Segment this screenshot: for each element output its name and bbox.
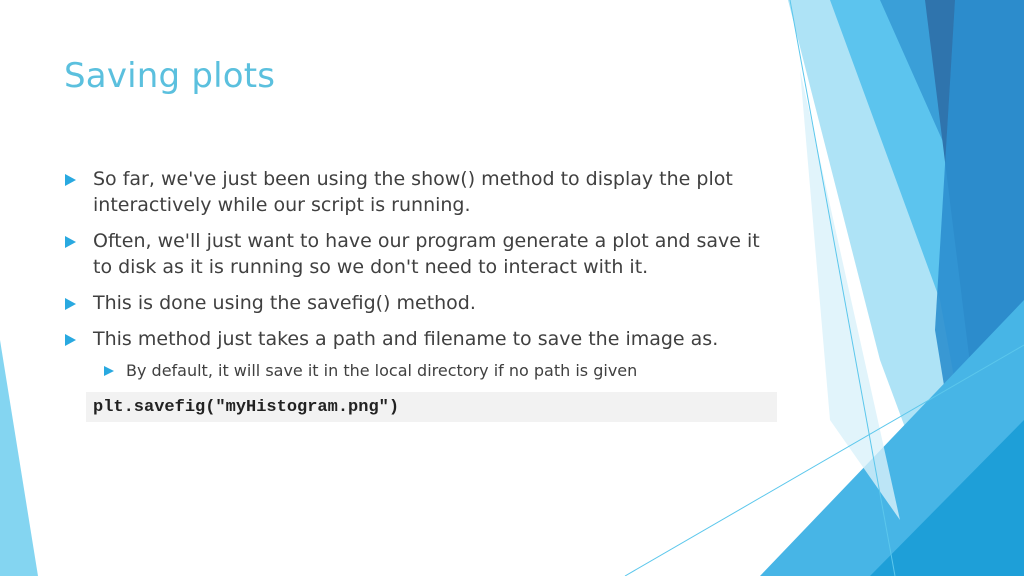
code-block: plt.savefig("myHistogram.png"): [86, 392, 777, 422]
bullet-item: [62, 326, 782, 352]
sub-bullet-arrow-icon: [104, 366, 114, 376]
bullet-arrow-icon: [65, 174, 76, 186]
slide-title: Saving plots: [64, 56, 276, 96]
bullet-text: So far, we've just been using the show() method to display the plot interactively while our script is running.: [93, 168, 733, 216]
bullet-text: This is done using the savefig() method.: [93, 292, 476, 314]
bullet-item: [62, 228, 782, 280]
sub-bullet-text: By default, it will save it in the local directory if no path is given: [126, 361, 638, 380]
sub-bullet-item: [62, 360, 782, 382]
bullet-item: [62, 166, 782, 218]
left-facet: [0, 340, 38, 576]
bullet-text: Often, we'll just want to have our program generate a plot and save it to disk as it is running so we don't need to interact with it.: [93, 230, 760, 278]
bullet-arrow-icon: [65, 298, 76, 310]
bullet-arrow-icon: [65, 334, 76, 346]
bullet-text: This method just takes a path and filename to save the image as.: [93, 328, 719, 350]
bullet-arrow-icon: [65, 236, 76, 248]
bullet-item: [62, 290, 782, 316]
bullet-list: [62, 166, 782, 388]
